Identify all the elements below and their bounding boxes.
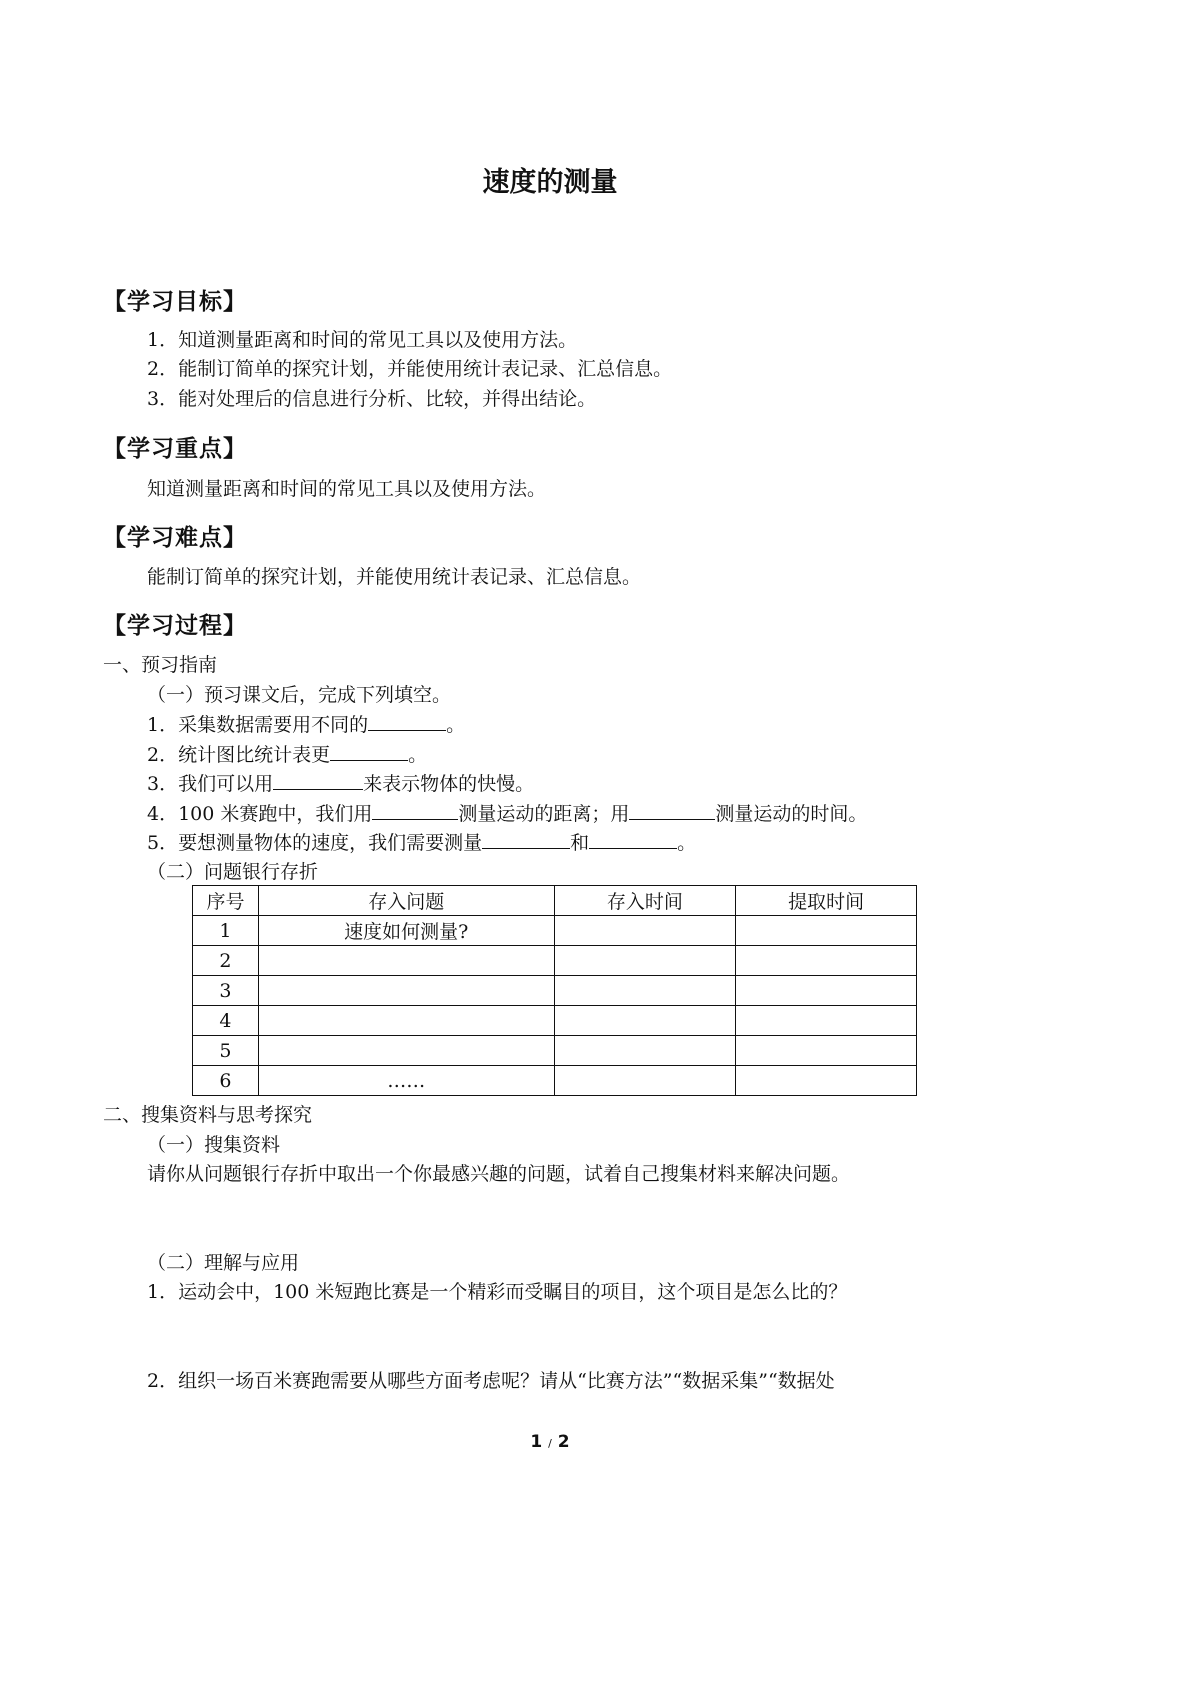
page-number: 1 / 2 [530, 1432, 570, 1452]
deposit-time-cell[interactable] [554, 1006, 736, 1036]
table-header: 存入时间 [554, 886, 736, 916]
deposit-time-cell[interactable] [554, 916, 736, 946]
table-header-row [193, 886, 917, 916]
answer-blank[interactable] [589, 830, 677, 849]
answer-blank[interactable] [273, 771, 363, 790]
section2-part1-text: 请你从问题银行存折中取出一个你最感兴趣的问题，试着自己搜集材料来解决问题。 [147, 1163, 851, 1185]
table-row [193, 1066, 917, 1096]
answer-blank[interactable] [482, 830, 570, 849]
application-question-1: 1．运动会中，100 米短跑比赛是一个精彩而受瞩目的项目，这个项目是怎么比的？ [147, 1281, 848, 1303]
row-number: 5 [193, 1036, 259, 1066]
question-cell[interactable] [258, 976, 554, 1006]
objective-item-3: 3．能对处理后的信息进行分析、比较，并得出结论。 [147, 388, 597, 410]
answer-blank[interactable] [368, 712, 446, 731]
deposit-time-cell[interactable] [554, 1036, 736, 1066]
difficulties-text: 能制订简单的探究计划，并能使用统计表记录、汇总信息。 [147, 566, 642, 588]
question-cell[interactable] [258, 1036, 554, 1066]
fill-question-4: 4．100 米赛跑中，我们用 测量运动的距离；用 测量运动的时间。 [147, 803, 868, 825]
withdraw-time-cell[interactable] [736, 916, 917, 946]
objective-item-1: 1．知道测量距离和时间的常见工具以及使用方法。 [147, 329, 578, 351]
deposit-time-cell[interactable] [554, 946, 736, 976]
question-cell[interactable] [258, 1006, 554, 1036]
key-points-heading: 【学习重点】 [103, 436, 247, 462]
table-row [193, 976, 917, 1006]
section1-title: 一、预习指南 [103, 654, 218, 676]
fill-question-2: 2．统计图比统计表更 。 [147, 744, 428, 766]
withdraw-time-cell[interactable] [736, 1066, 917, 1096]
objective-item-2: 2．能制订简单的探究计划，并能使用统计表记录、汇总信息。 [147, 358, 673, 380]
table-row [193, 916, 917, 946]
row-number: 1 [193, 916, 259, 946]
table-row [193, 1006, 917, 1036]
fill-question-5: 5．要想测量物体的速度，我们需要测量 和 。 [147, 832, 697, 854]
question-cell[interactable]: …… [258, 1066, 554, 1096]
row-number: 6 [193, 1066, 259, 1096]
section2-part2: （二）理解与应用 [147, 1252, 300, 1274]
table-row [193, 1036, 917, 1066]
row-number: 4 [193, 1006, 259, 1036]
answer-blank[interactable] [629, 801, 715, 820]
withdraw-time-cell[interactable] [736, 976, 917, 1006]
answer-blank[interactable] [372, 801, 458, 820]
difficulties-heading: 【学习难点】 [103, 525, 247, 551]
section1-part1: （一）预习课文后，完成下列填空。 [147, 684, 452, 706]
fill-question-3: 3．我们可以用 来表示物体的快慢。 [147, 773, 535, 795]
answer-blank[interactable] [330, 742, 408, 761]
deposit-time-cell[interactable] [554, 1066, 736, 1096]
key-points-text: 知道测量距离和时间的常见工具以及使用方法。 [147, 478, 547, 500]
section2-title: 二、搜集资料与思考探究 [103, 1104, 313, 1126]
table-header: 序号 [193, 886, 259, 916]
withdraw-time-cell[interactable] [736, 1036, 917, 1066]
question-cell[interactable]: 速度如何测量? [258, 916, 554, 946]
table-header: 存入问题 [258, 886, 554, 916]
row-number: 3 [193, 976, 259, 1006]
row-number: 2 [193, 946, 259, 976]
table-row [193, 946, 917, 976]
section1-part2: （二）问题银行存折 [147, 861, 319, 883]
withdraw-time-cell[interactable] [736, 1006, 917, 1036]
process-heading: 【学习过程】 [103, 613, 247, 639]
deposit-time-cell[interactable] [554, 976, 736, 1006]
objectives-heading: 【学习目标】 [103, 289, 247, 315]
fill-question-1: 1．采集数据需要用不同的 。 [147, 714, 466, 736]
question-bank-table [192, 885, 917, 1096]
withdraw-time-cell[interactable] [736, 946, 917, 976]
question-cell[interactable] [258, 946, 554, 976]
table-header: 提取时间 [736, 886, 917, 916]
page-title: 速度的测量 [482, 167, 618, 198]
application-question-2: 2．组织一场百米赛跑需要从哪些方面考虑呢？请从“比赛方法”“数据采集”“数据处 [147, 1370, 835, 1392]
section2-part1: （一）搜集资料 [147, 1134, 281, 1156]
